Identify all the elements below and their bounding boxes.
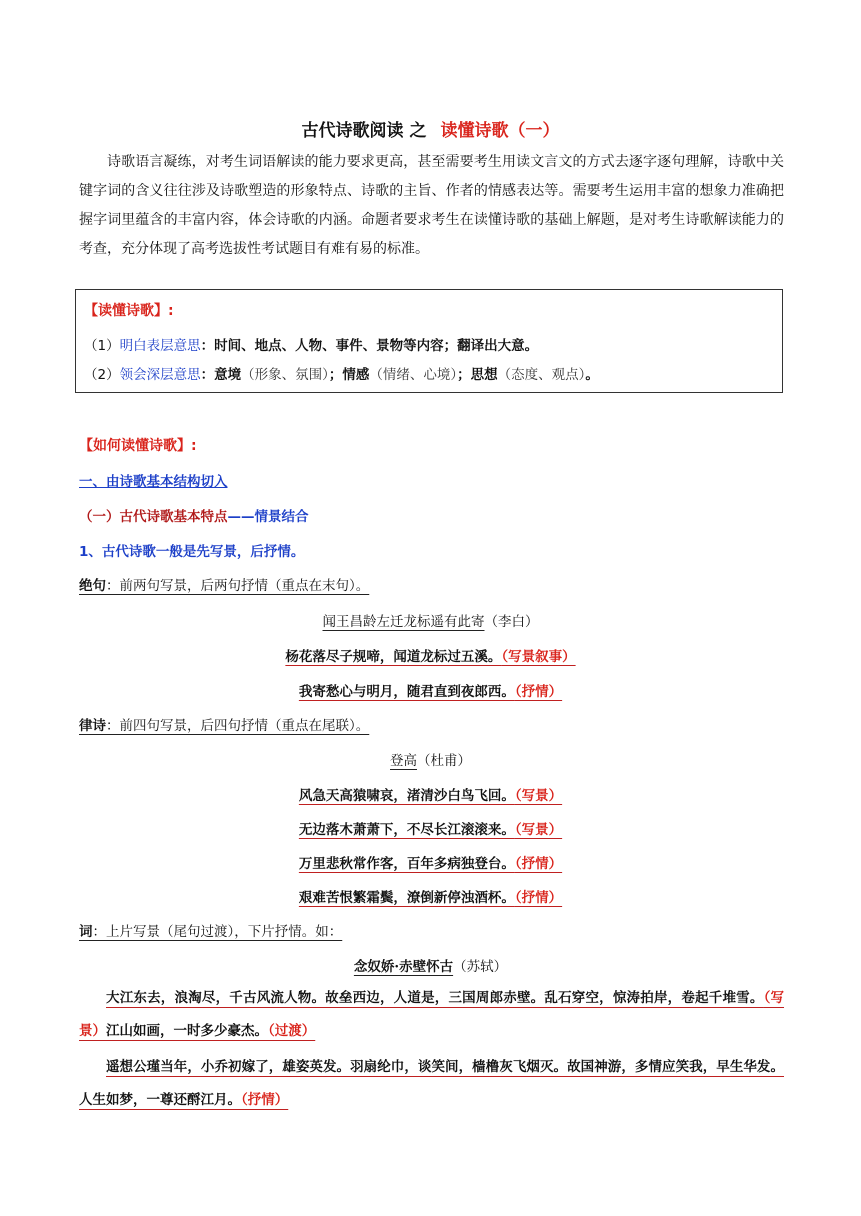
item-note: （形象、氛围） — [241, 367, 329, 383]
poem-title-ci — [0, 955, 861, 975]
poem-line-text: 我寄愁心与明月，随君直到夜郎西。 — [298, 684, 515, 700]
item-label: 明白表层意思 — [119, 338, 201, 354]
poem-line — [0, 852, 861, 872]
poem-line — [0, 784, 861, 804]
poem-line-text: 艰难苦恨繁霜鬓，潦倒新停浊酒杯。 — [298, 890, 515, 906]
poem-title-jueju — [0, 610, 861, 630]
stanza-tag: （抒情） — [241, 1092, 289, 1108]
lvshi-rule — [79, 714, 369, 734]
ci-stanza-2 — [79, 1051, 784, 1117]
poem-line — [0, 645, 861, 665]
poem-line-tag: （抒情） — [514, 684, 563, 700]
item-number: （2） — [84, 367, 120, 383]
rule-label: 律诗 — [79, 718, 106, 734]
ci-rule — [79, 920, 342, 940]
poem-author: （苏轼） — [453, 959, 508, 975]
point-one: 1、古代诗歌一般是先写景，后抒情。 — [79, 544, 305, 560]
subheading-structure: 一、由诗歌基本结构切入 — [79, 474, 228, 490]
poem-title-lvshi — [0, 749, 861, 769]
item-text: ；思想 — [457, 367, 498, 383]
poem-line-tag: （抒情） — [514, 856, 563, 872]
poem-line-tag: （写景） — [514, 822, 563, 838]
page-title — [0, 116, 861, 141]
poem-line — [0, 818, 861, 838]
poem-line — [0, 680, 861, 700]
item-text: 。 — [585, 367, 599, 383]
poem-author: （杜甫） — [417, 753, 471, 769]
item-label: 领会深层意思 — [119, 367, 201, 383]
stanza-tag: （过渡） — [268, 1023, 316, 1039]
item-text: ；情感 — [328, 367, 370, 383]
poem-title: 登高 — [390, 753, 417, 769]
poem-line-text: 万里悲秋常作客，百年多病独登台。 — [298, 856, 515, 872]
rule-label: 词 — [79, 924, 93, 940]
poem-title: 念奴娇·赤壁怀古 — [353, 959, 454, 975]
poem-line-tag: （写景叙事） — [501, 649, 576, 665]
rule-label: 绝句 — [79, 578, 106, 594]
rule-desc: ：上片写景（尾句过渡），下片抒情。如： — [92, 924, 343, 940]
item-note: （情绪、心境） — [369, 367, 458, 383]
rule-desc: ：前四句写景，后四句抒情（重点在尾联）。 — [106, 718, 370, 734]
box-heading: 【读懂诗歌】: — [84, 303, 174, 319]
poem-line — [0, 886, 861, 906]
box-item-surface — [84, 334, 538, 354]
poem-author: （李白） — [484, 614, 539, 630]
rule-desc: ：前两句写景，后两句抒情（重点在末句）。 — [106, 578, 370, 594]
poem-line-text: 杨花落尽子规啼，闻道龙标过五溪。 — [285, 649, 502, 665]
title-highlight: 读懂诗歌（一） — [440, 121, 560, 141]
ci-stanza-1 — [79, 982, 784, 1048]
item-note: （态度、观点） — [497, 367, 586, 383]
stanza-tag: （写景） — [79, 990, 785, 1039]
intro-paragraph: 诗歌语言凝练，对考生词语解读的能力要求更高，甚至需要考生用读文言文的方式去逐字逐句理解，诗歌中关键字词的含义往往涉及诗歌塑造的形象特点、诗歌的主旨、作者的情感表达等。需要考生运用丰富的想象力准确把握字词里蕴含的丰富内容，体会诗歌的内涵。命题者要求考生在读懂诗歌的基础上解题，是对考生诗歌解读能力的考查，充分体现了高考选拔性考试题目有难有易的标准。 — [79, 154, 784, 257]
feature-label: （一）古代诗歌基本特点 — [79, 509, 228, 525]
box-item-deep — [84, 363, 599, 383]
item-text: ：意境 — [200, 367, 242, 383]
stanza-text: 遥想公瑾当年，小乔初嫁了，雄姿英发。羽扇纶巾，谈笑间，樯橹灰飞烟灭。故国神游，多情应笑我，早生华发。人生如梦，一尊还酹江月。 — [79, 1059, 784, 1108]
poem-title: 闻王昌龄左迁龙标遥有此寄 — [322, 614, 485, 630]
poem-line-tag: （写景） — [514, 788, 563, 804]
stanza-text: 大江东去，浪淘尽，千古风流人物。故垒西边，人道是，三国周郎赤壁。乱石穿空，惊涛拍岸，卷起千堆雪。 — [106, 990, 764, 1006]
reading-points-box — [75, 289, 783, 393]
feature-desc: ——情景结合 — [227, 509, 309, 525]
subheading-feature — [79, 505, 309, 525]
poem-line-text: 风急天高猿啸哀，渚清沙白鸟飞回。 — [298, 788, 515, 804]
stanza-text: 江山如画，一时多少豪杰。 — [106, 1023, 268, 1039]
item-number: （1） — [84, 338, 120, 354]
section-heading: 【如何读懂诗歌】: — [79, 438, 197, 454]
item-text: ：时间、地点、人物、事件、景物等内容；翻译出大意。 — [200, 338, 539, 354]
poem-line-text: 无边落木萧萧下，不尽长江滚滚来。 — [298, 822, 515, 838]
title-main: 古代诗歌阅读 之 — [301, 121, 427, 141]
poem-line-tag: （抒情） — [514, 890, 563, 906]
jueju-rule — [79, 574, 369, 594]
